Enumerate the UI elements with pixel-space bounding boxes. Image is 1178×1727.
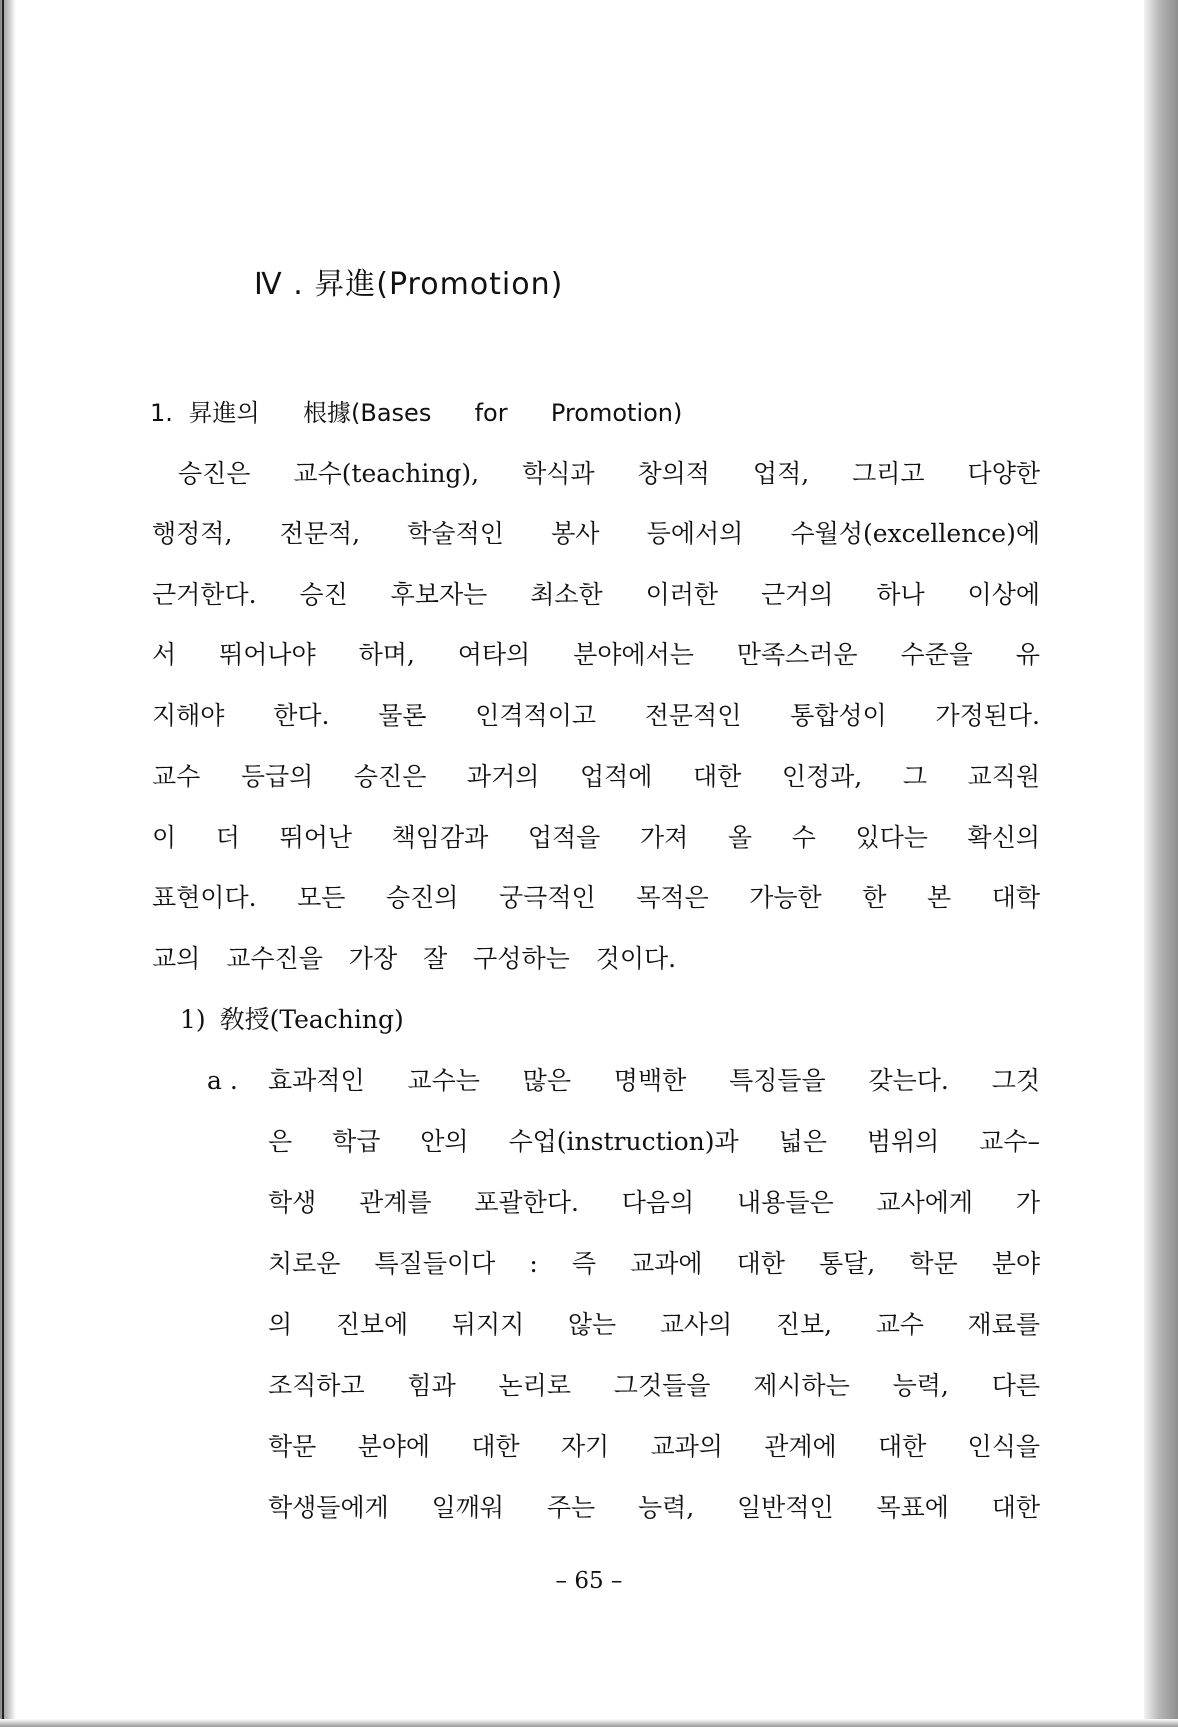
item-a-marker: a . xyxy=(207,1066,238,1095)
paragraph-line: 교의 교수진을 가장 잘 구성하는 것이다. xyxy=(152,944,677,973)
item-a-line: 효과적인 교수는 많은 명백한 특징들을 갖는다. 그것 xyxy=(268,1066,1040,1095)
page-left-edge xyxy=(0,0,16,1727)
item-a-line: 학생들에게 일깨워 주는 능력, 일반적인 목표에 대한 xyxy=(268,1493,1040,1522)
section-heading: Ⅳ . 昇進(Promotion) xyxy=(254,267,564,302)
paragraph-line: 교수 등급의 승진은 과거의 업적에 대한 인정과, 그 교직원 xyxy=(152,762,1040,791)
page-right-edge-shadow xyxy=(1144,0,1178,1727)
item-a-line: 의 진보에 뒤지지 않는 교사의 진보, 교수 재료를 xyxy=(268,1310,1040,1339)
item-a-line: 치로운 특질들이다 : 즉 교과에 대한 통달, 학문 분야 xyxy=(268,1249,1040,1278)
subsection-word-1: 昇進의 xyxy=(188,399,260,427)
page-number: – 65 – xyxy=(555,1568,623,1594)
page-bottom-edge xyxy=(0,1719,1178,1727)
item-a-line: 학문 분야에 대한 자기 교과의 관계에 대한 인식을 xyxy=(268,1432,1040,1461)
item-heading: 1) 敎授(Teaching) xyxy=(180,1005,404,1034)
paragraph-line: 표현이다. 모든 승진의 궁극적인 목적은 가능한 한 본 대학 xyxy=(152,883,1040,912)
item-a-line: 학생 관계를 포괄한다. 다음의 내용들은 교사에게 가 xyxy=(268,1188,1040,1217)
subsection-number: 1. xyxy=(150,399,173,427)
paragraph-line: 행정적, 전문적, 학술적인 봉사 등에서의 수월성(excellence)에 xyxy=(152,519,1040,548)
paragraph-line: 이 더 뛰어난 책임감과 업적을 가져 올 수 있다는 확신의 xyxy=(152,823,1040,852)
subsection-word-4: Promotion) xyxy=(550,399,683,427)
subsection-word-2: 根據(Bases xyxy=(303,399,432,427)
subsection-heading xyxy=(150,398,682,428)
paragraph-line: 승진은 교수(teaching), 학식과 창의적 업적, 그리고 다양한 xyxy=(178,459,1040,488)
item-a-line: 은 학급 안의 수업(instruction)과 넓은 범위의 교수– xyxy=(268,1127,1040,1156)
paragraph-line: 근거한다. 승진 후보자는 최소한 이러한 근거의 하나 이상에 xyxy=(152,580,1040,609)
paragraph-line: 지해야 한다. 물론 인격적이고 전문적인 통합성이 가정된다. xyxy=(152,701,1040,730)
item-a-line: 조직하고 힘과 논리로 그것들을 제시하는 능력, 다른 xyxy=(268,1371,1040,1400)
paragraph-line: 서 뛰어나야 하며, 여타의 분야에서는 만족스러운 수준을 유 xyxy=(152,640,1040,669)
subsection-word-3: for xyxy=(474,399,508,427)
